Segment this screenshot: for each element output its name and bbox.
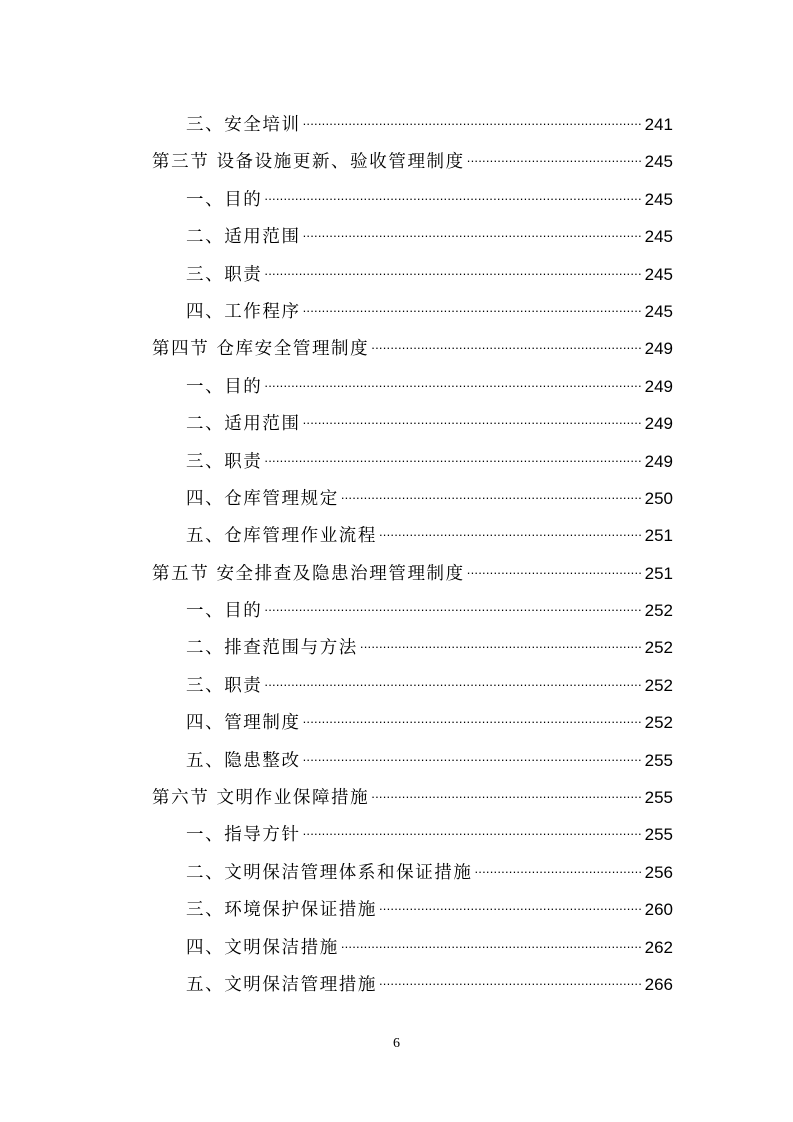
- toc-entry-title: 三、职责: [186, 451, 263, 472]
- toc-subsection-entry[interactable]: [0, 586, 793, 623]
- toc-entry-page: 245: [644, 264, 673, 284]
- toc-section-entry[interactable]: [0, 137, 793, 174]
- toc-dot-leader: [303, 704, 642, 728]
- toc-dot-leader: [303, 742, 642, 766]
- toc-entry-line: [186, 929, 673, 960]
- toc-dot-leader: [379, 517, 642, 541]
- toc-dot-leader: [264, 256, 641, 280]
- toc-entry-page: 245: [644, 227, 673, 247]
- toc-dot-leader: [467, 555, 642, 579]
- toc-entry-line: [186, 293, 673, 324]
- toc-entry-line: [152, 330, 673, 361]
- toc-entry-page: 251: [644, 563, 673, 583]
- toc-subsection-entry[interactable]: [0, 250, 793, 287]
- toc-entry-page: 245: [644, 152, 673, 172]
- toc-dot-leader: [303, 293, 642, 317]
- toc-entry-title: 第三节 设备设施更新、验收管理制度: [152, 152, 465, 173]
- toc-entry-page: 252: [644, 713, 673, 733]
- toc-entry-title: 一、目的: [186, 376, 263, 397]
- toc-subsection-entry[interactable]: [0, 960, 793, 997]
- toc-entry-line: [152, 555, 673, 586]
- toc-entry-title: 二、适用范围: [186, 227, 301, 248]
- toc-entry-line: [186, 667, 673, 698]
- toc-entry-page: 252: [644, 638, 673, 658]
- toc-entry-line: [186, 854, 673, 885]
- toc-dot-leader: [467, 143, 642, 167]
- toc-entry-line: [186, 443, 673, 474]
- toc-dot-leader: [475, 854, 642, 878]
- toc-entry-title: 三、职责: [186, 264, 263, 285]
- page-number: 6: [393, 1036, 400, 1051]
- toc-entry-line: [186, 181, 673, 212]
- toc-entry-page: 266: [644, 974, 673, 994]
- toc-entry-title: 一、目的: [186, 601, 263, 622]
- toc-subsection-entry[interactable]: [0, 661, 793, 698]
- toc-section-entry[interactable]: [0, 549, 793, 586]
- toc-subsection-entry[interactable]: [0, 810, 793, 847]
- toc-subsection-entry[interactable]: [0, 287, 793, 324]
- toc-dot-leader: [264, 592, 641, 616]
- table-of-contents: [0, 100, 793, 997]
- toc-entry-title: 三、安全培训: [186, 115, 301, 135]
- toc-entry-title: 第五节 安全排查及隐患治理管理制度: [152, 563, 465, 584]
- toc-entry-title: 第四节 仓库安全管理制度: [152, 339, 370, 360]
- toc-entry-page: 249: [644, 414, 673, 434]
- toc-subsection-entry[interactable]: [0, 623, 793, 660]
- toc-entry-title: 一、指导方针: [186, 825, 301, 846]
- toc-entry-line: [186, 368, 673, 399]
- toc-entry-title: 二、适用范围: [186, 414, 301, 435]
- toc-entry-title: 二、文明保洁管理体系和保证措施: [186, 862, 473, 883]
- toc-entry-line: [186, 405, 673, 436]
- toc-dot-leader: [371, 779, 641, 803]
- toc-entry-line: [186, 629, 673, 660]
- toc-subsection-entry[interactable]: [0, 511, 793, 548]
- toc-entry-page: 245: [644, 189, 673, 209]
- toc-subsection-entry[interactable]: [0, 736, 793, 773]
- toc-entry-page: 241: [644, 115, 673, 134]
- toc-entry-line: [186, 517, 673, 548]
- toc-subsection-entry[interactable]: [0, 437, 793, 474]
- toc-entry-page: 256: [644, 862, 673, 882]
- toc-entry-line: [186, 592, 673, 623]
- toc-entry-page: 262: [644, 937, 673, 957]
- toc-entry-title: 四、管理制度: [186, 713, 301, 734]
- toc-entry-title: 五、隐患整改: [186, 750, 301, 771]
- toc-entry-page: 250: [644, 488, 673, 508]
- toc-dot-leader: [303, 816, 642, 840]
- toc-dot-leader: [303, 106, 642, 130]
- toc-entry-page: 249: [644, 339, 673, 359]
- toc-entry-page: 255: [644, 825, 673, 845]
- toc-dot-leader: [371, 330, 641, 354]
- toc-entry-title: 四、工作程序: [186, 301, 301, 322]
- toc-entry-title: 第六节 文明作业保障措施: [152, 788, 370, 809]
- toc-subsection-entry[interactable]: [0, 399, 793, 436]
- toc-subsection-entry[interactable]: [0, 848, 793, 885]
- toc-dot-leader: [264, 667, 641, 691]
- toc-entry-line: [152, 143, 673, 174]
- toc-subsection-entry[interactable]: [0, 923, 793, 960]
- toc-entry-title: 三、职责: [186, 675, 263, 696]
- toc-subsection-entry[interactable]: [0, 362, 793, 399]
- toc-entry-title: 五、文明保洁管理措施: [186, 974, 377, 995]
- toc-entry-page: 249: [644, 376, 673, 396]
- toc-entry-title: 二、排查范围与方法: [186, 638, 358, 659]
- toc-entry-line: [186, 891, 673, 922]
- toc-dot-leader: [341, 480, 642, 504]
- toc-entry-page: 249: [644, 451, 673, 471]
- toc-entry-line: [186, 742, 673, 773]
- toc-subsection-entry[interactable]: [0, 212, 793, 249]
- toc-subsection-entry[interactable]: [0, 100, 793, 137]
- toc-entry-page: 251: [644, 526, 673, 546]
- toc-subsection-entry[interactable]: [0, 474, 793, 511]
- toc-dot-leader: [264, 181, 641, 205]
- toc-dot-leader: [303, 405, 642, 429]
- toc-entry-page: 245: [644, 301, 673, 321]
- toc-entry-page: 260: [644, 900, 673, 920]
- toc-dot-leader: [264, 368, 641, 392]
- toc-entry-line: [152, 779, 673, 810]
- toc-dot-leader: [341, 929, 642, 953]
- toc-entry-line: [186, 966, 673, 997]
- toc-entry-line: [186, 704, 673, 735]
- toc-entry-page: 252: [644, 601, 673, 621]
- toc-section-entry[interactable]: [0, 773, 793, 810]
- toc-entry-line: [186, 816, 673, 847]
- toc-entry-page: 255: [644, 750, 673, 770]
- toc-entry-title: 四、文明保洁措施: [186, 937, 339, 958]
- toc-entry-title: 四、仓库管理规定: [186, 488, 339, 509]
- toc-dot-leader: [360, 629, 642, 653]
- toc-entry-title: 五、仓库管理作业流程: [186, 526, 377, 547]
- toc-entry-title: 一、目的: [186, 189, 263, 210]
- toc-entry-page: 252: [644, 675, 673, 695]
- toc-dot-leader: [379, 966, 642, 990]
- toc-subsection-entry[interactable]: [0, 885, 793, 922]
- toc-entry-line: [186, 106, 673, 137]
- toc-entry-title: 三、环境保护保证措施: [186, 900, 377, 921]
- toc-dot-leader: [264, 443, 641, 467]
- toc-entry-line: [186, 218, 673, 249]
- toc-dot-leader: [379, 891, 642, 915]
- toc-entry-page: 255: [644, 788, 673, 808]
- toc-entry-line: [186, 256, 673, 287]
- toc-dot-leader: [303, 218, 642, 242]
- toc-entry-line: [186, 480, 673, 511]
- toc-subsection-entry[interactable]: [0, 698, 793, 735]
- toc-section-entry[interactable]: [0, 324, 793, 361]
- toc-subsection-entry[interactable]: [0, 175, 793, 212]
